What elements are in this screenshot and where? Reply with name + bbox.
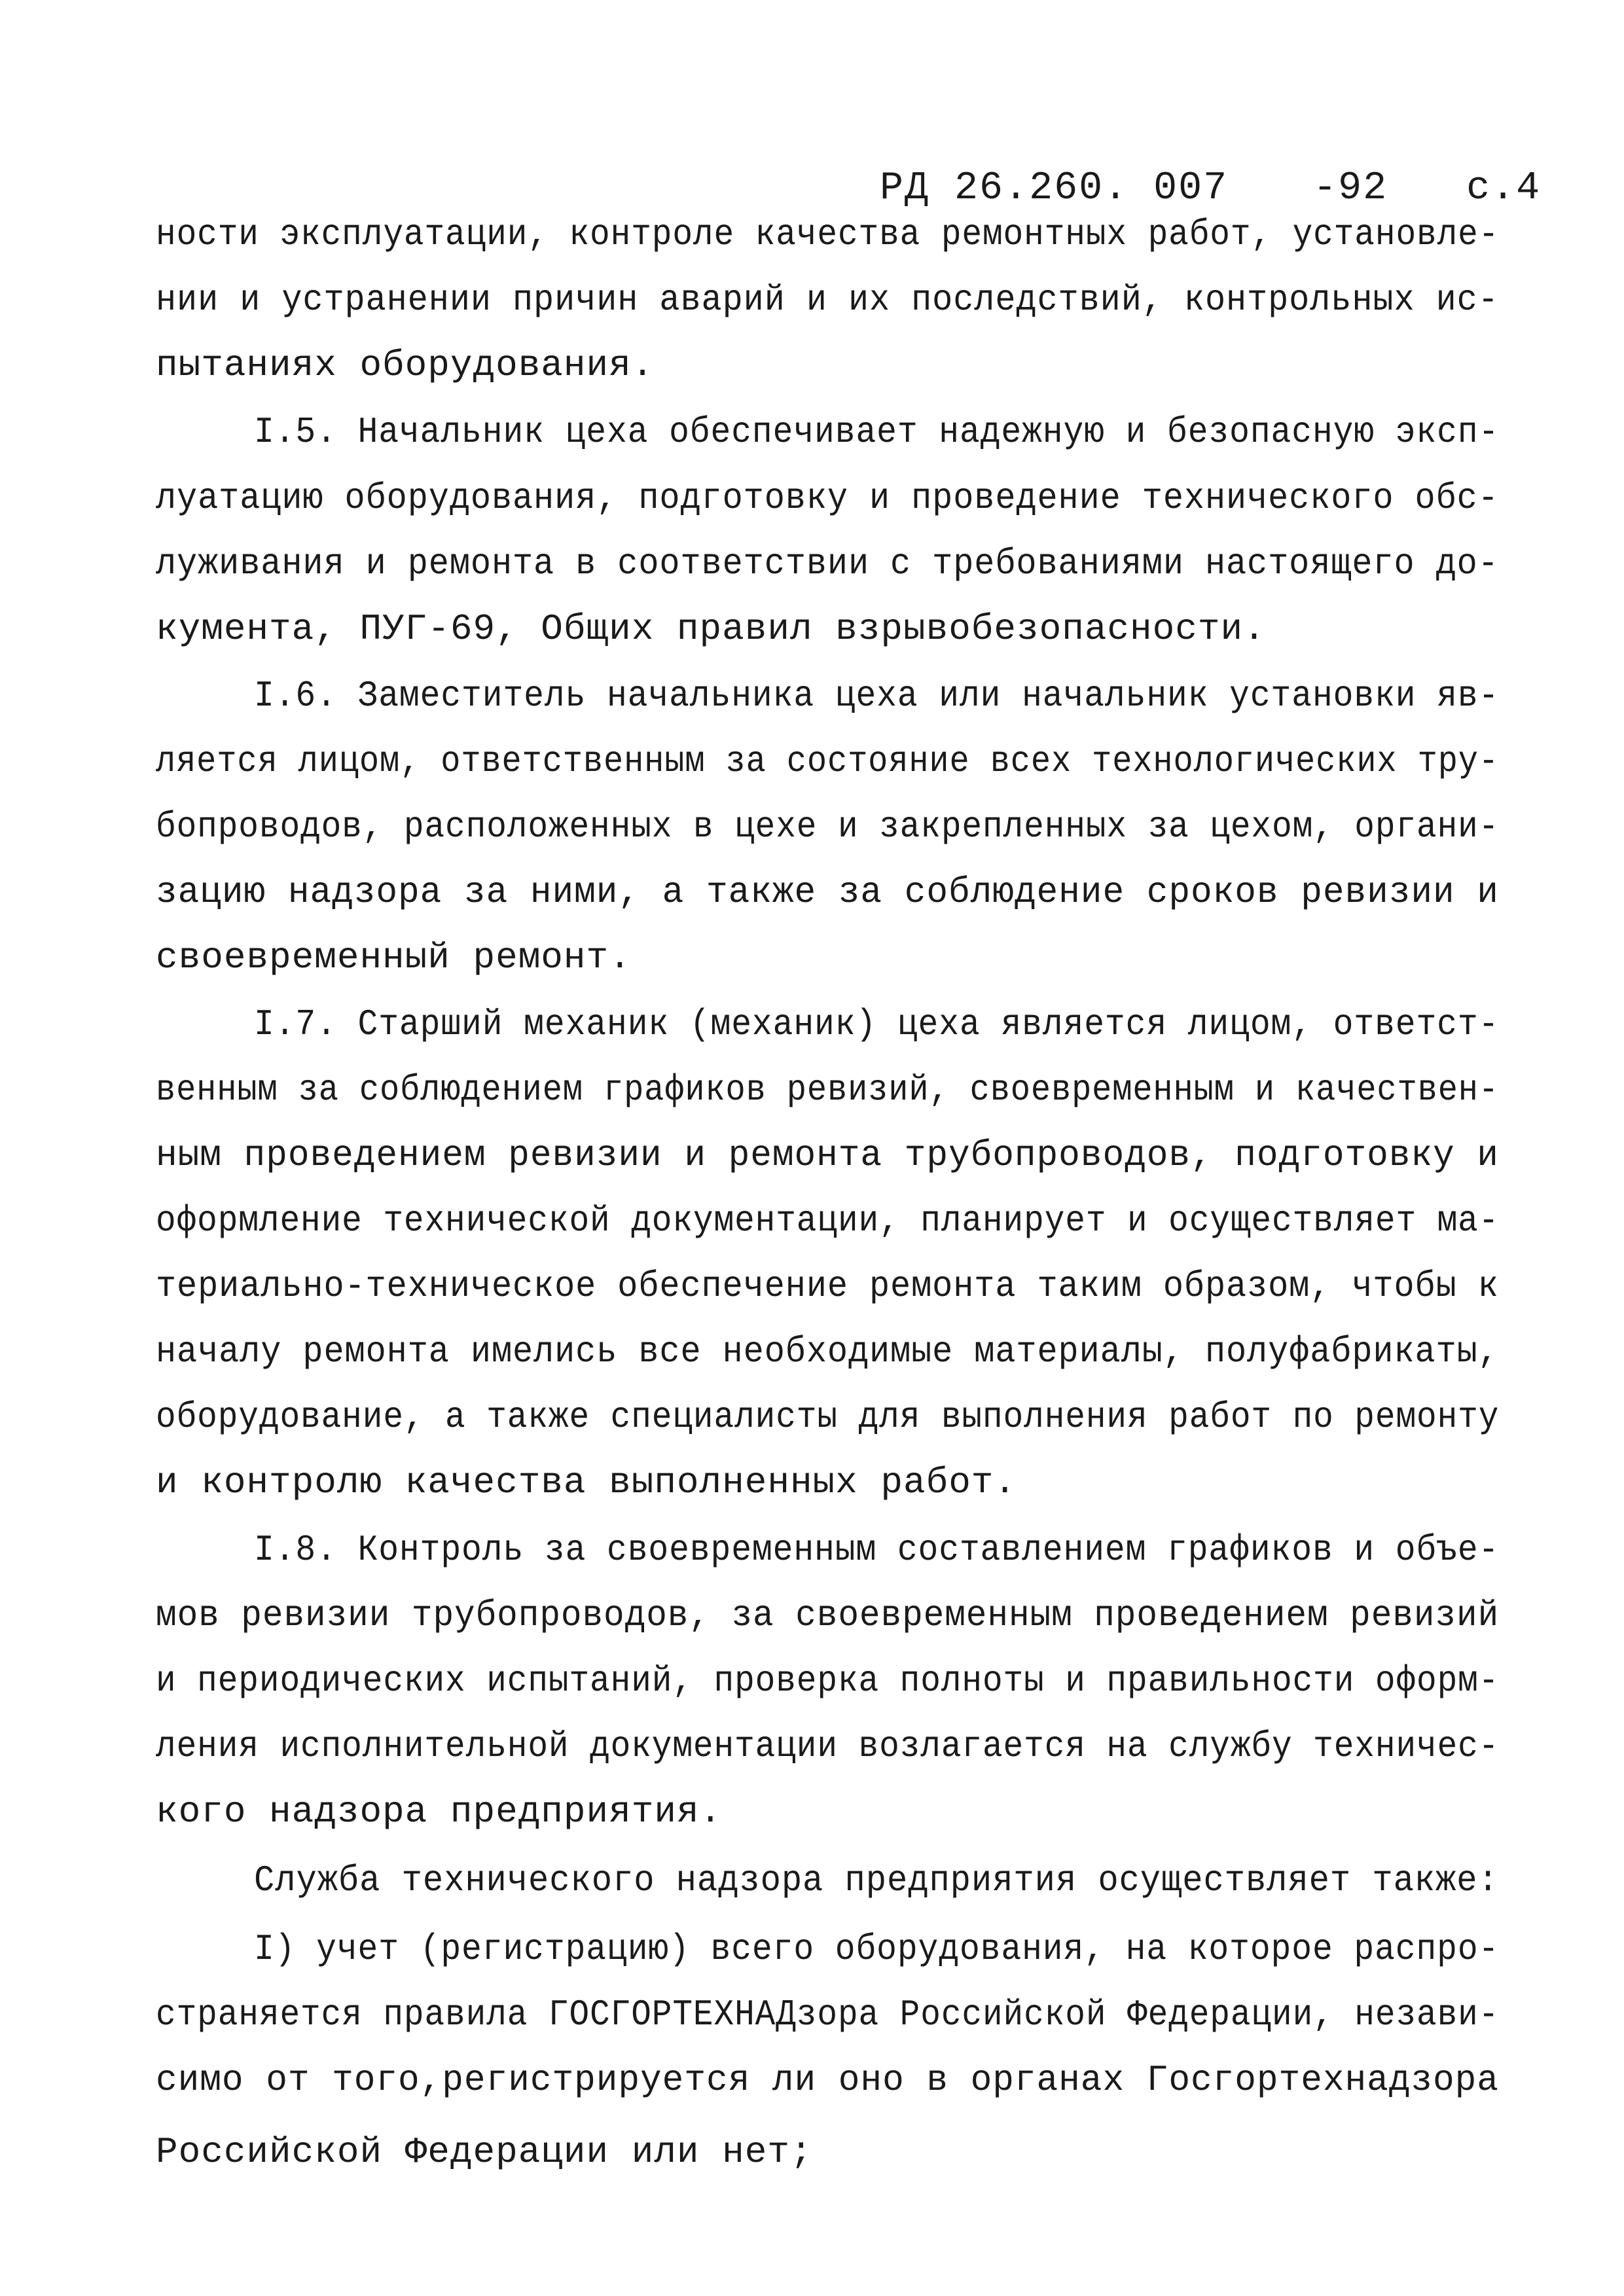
text-line: I.7. Старший механик (механик) цеха является лицом, ответст-	[254, 1003, 1500, 1045]
text-line: луживания и ремонта в соответствии с требованиями настоящего до-	[156, 543, 1499, 584]
text-line: симо от того,регистрируется ли оно в органах Госгортехнадзора	[156, 2059, 1499, 2101]
text-line: I.8. Контроль за своевременным составлением графиков и объе-	[254, 1529, 1500, 1571]
text-line: пытаниях оборудования.	[156, 344, 655, 386]
page-number: с.4	[1466, 166, 1542, 211]
text-line: нии и устранении причин аварий и их последствий, контрольных ис-	[156, 279, 1499, 321]
text-line: страняется правила ГОСГОРТЕХНАДзора Российской Федерации, незави-	[156, 1994, 1500, 2036]
text-line: I) учет (регистрацию) всего оборудования, на которое распро-	[254, 1928, 1500, 1970]
document-code: РД 26.260. 007	[880, 166, 1229, 211]
text-line: I.5. Начальник цеха обеспечивает надежную и безопасную эксп-	[254, 411, 1500, 453]
text-line: оформление технической документации, планирует и осуществляет ма-	[156, 1200, 1500, 1242]
text-line: ляется лицом, ответственным за состояние всех технологических тру-	[156, 740, 1499, 782]
text-line: Служба технического надзора предприятия осуществляет также:	[254, 1859, 1499, 1901]
text-line: бопроводов, расположенных в цехе и закрепленных за цехом, органи-	[156, 806, 1500, 848]
text-line: ности эксплуатации, контроле качества ремонтных работ, установле-	[156, 213, 1500, 255]
document-year: -92	[1313, 166, 1388, 211]
text-line: кого надзора предприятия.	[156, 1791, 723, 1833]
text-line: оборудование, а также специалисты для выполнения работ по ремонту	[156, 1396, 1500, 1438]
text-line: кумента, ПУГ-69, Общих правил взрывобезопасности.	[156, 608, 1266, 650]
text-line: и контролю качества выполненных работ.	[156, 1462, 1017, 1503]
text-line: I.6. Заместитель начальника цеха или начальник установки яв-	[254, 675, 1500, 717]
text-line: своевременный ремонт.	[156, 937, 632, 978]
text-line: мов ревизии трубопроводов, за своевременным проведением ревизий	[156, 1594, 1500, 1636]
text-line: Российской Федерации или нет;	[156, 2131, 813, 2173]
text-line: ным проведением ревизии и ремонта трубопроводов, подготовку и	[156, 1134, 1499, 1176]
text-line: венным за соблюдением графиков ревизий, своевременным и качествен-	[156, 1069, 1499, 1111]
text-line: териально-техническое обеспечение ремонта таким образом, чтобы к	[156, 1265, 1499, 1307]
text-line: и периодических испытаний, проверка полноты и правильности оформ-	[156, 1660, 1500, 1702]
text-line: началу ремонта имелись все необходимые материалы, полуфабрикаты,	[156, 1331, 1499, 1372]
text-line: луатацию оборудования, подготовку и проведение технического обс-	[156, 477, 1499, 519]
text-line: ления исполнительной документации возлагается на службу техничес-	[156, 1725, 1500, 1767]
text-line: зацию надзора за ними, а также за соблюдение сроков ревизии и	[156, 871, 1499, 913]
